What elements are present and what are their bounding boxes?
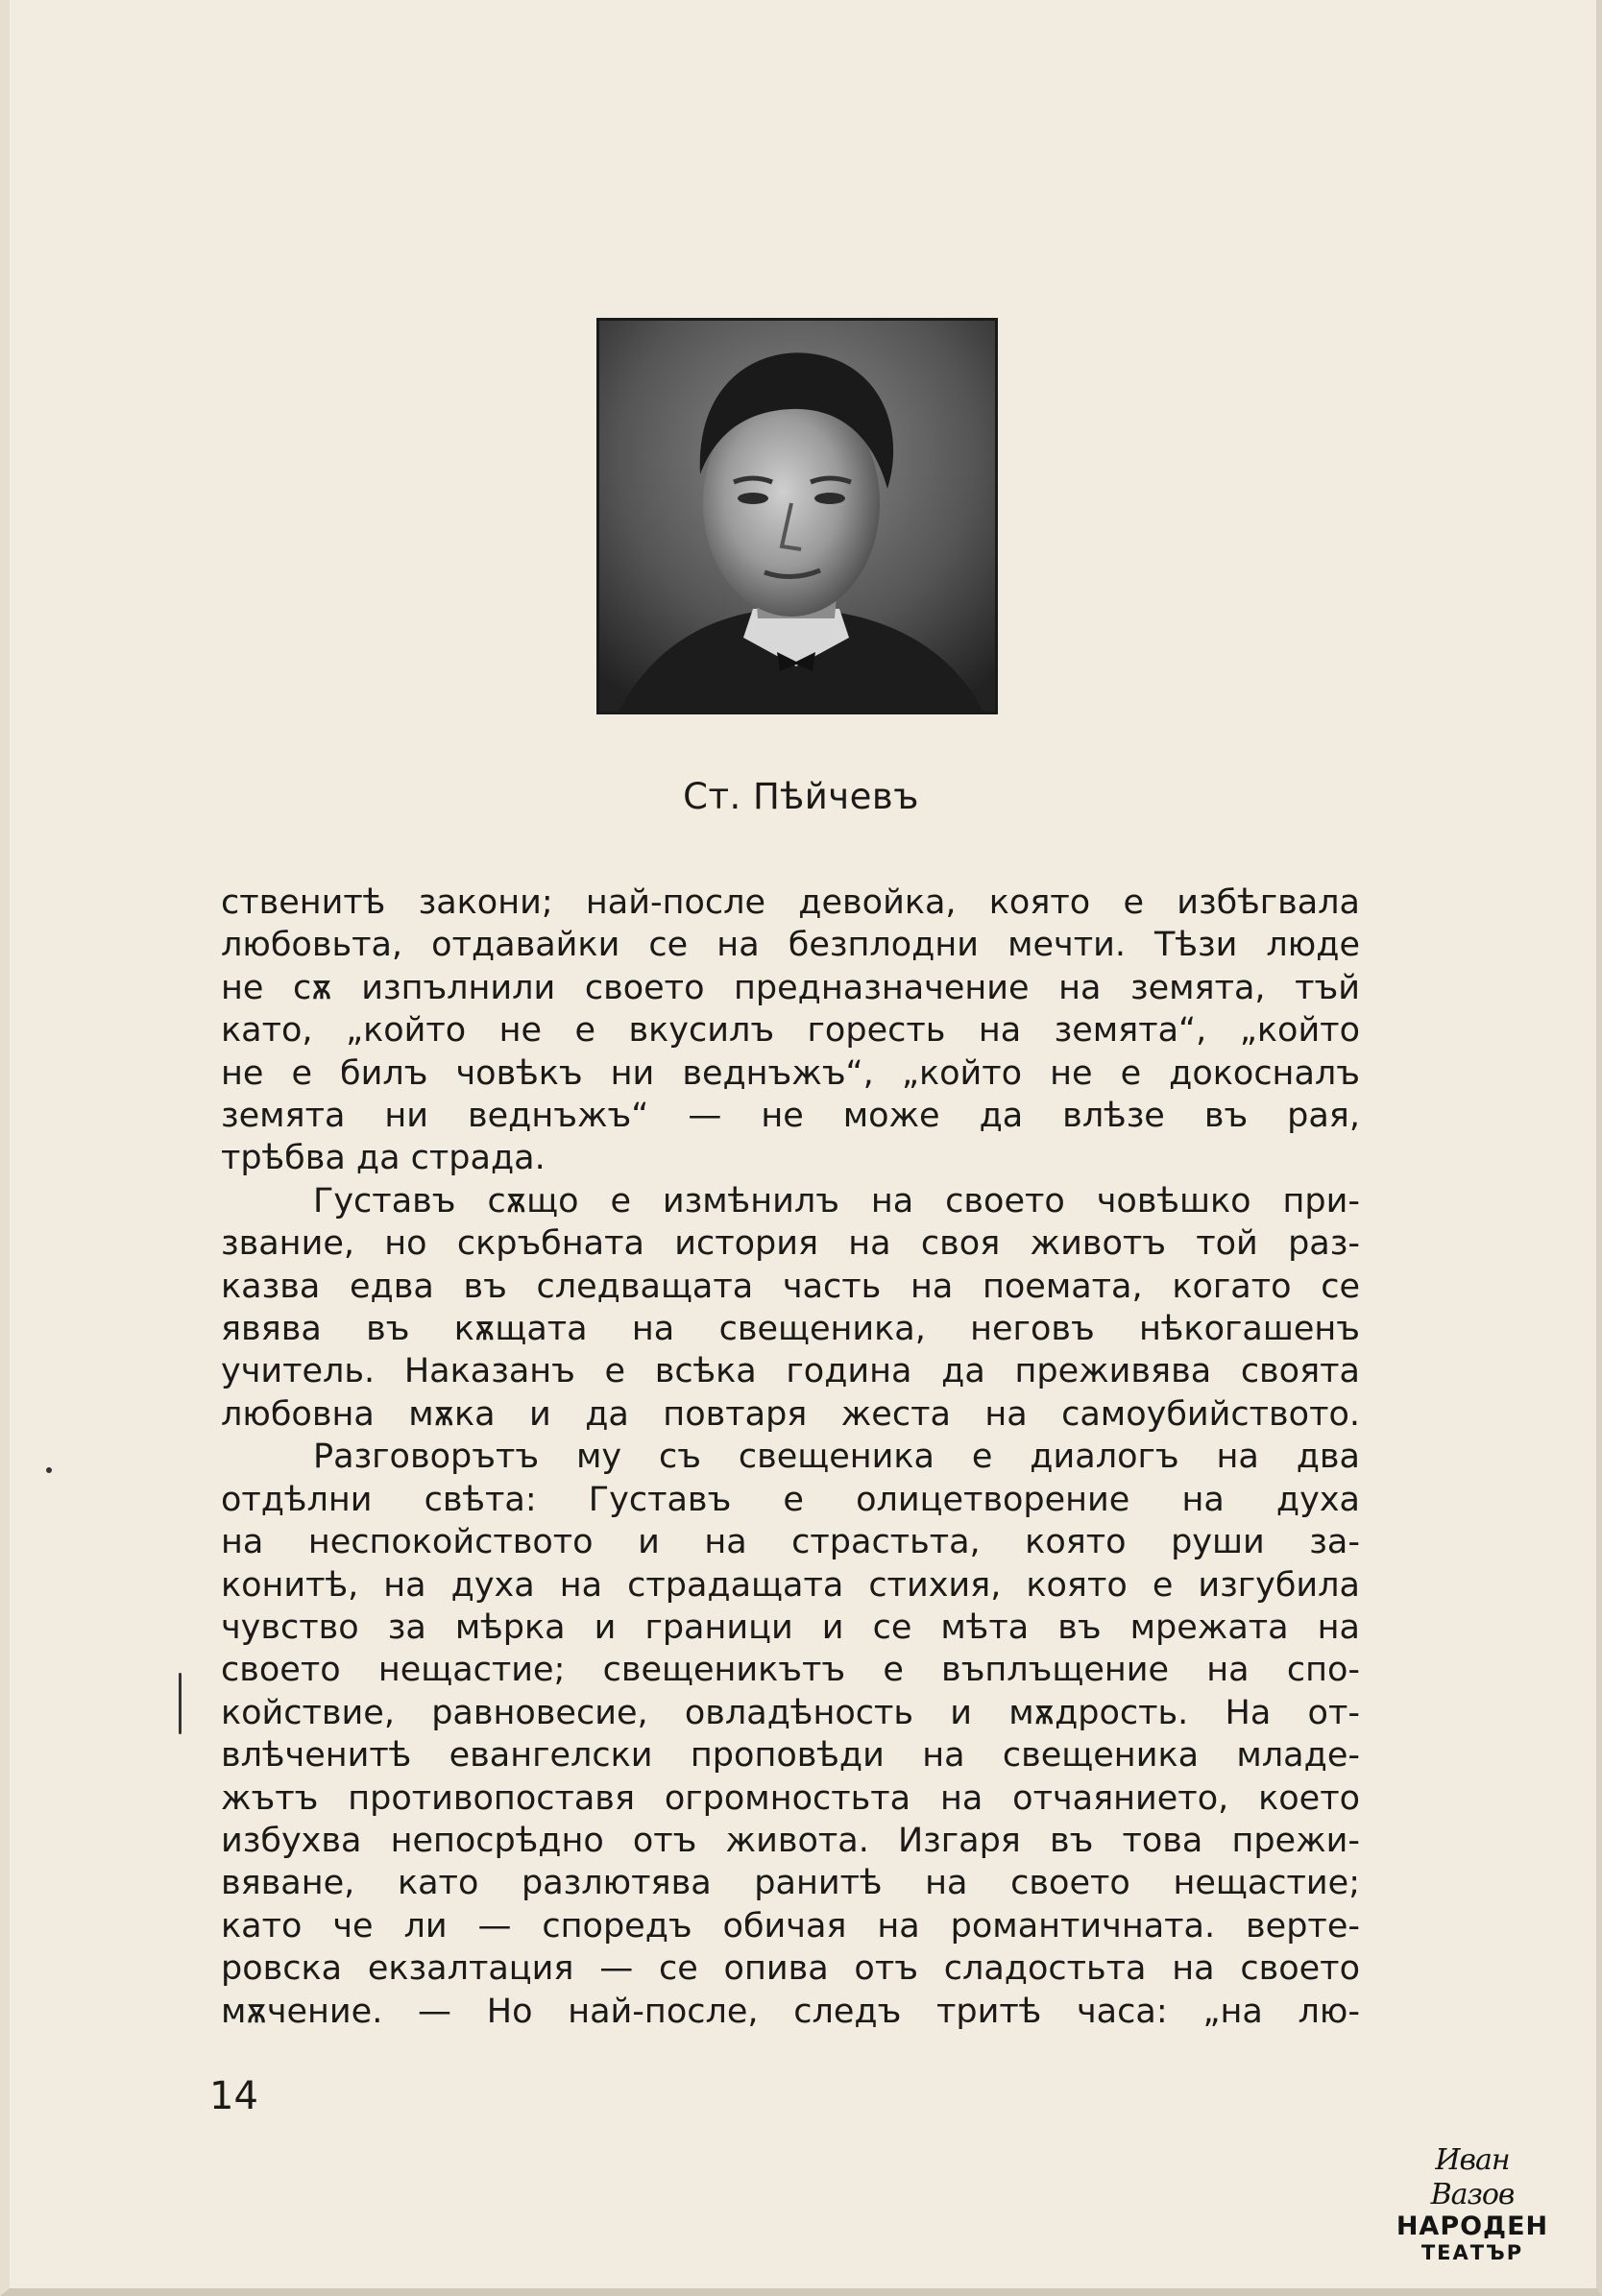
print-speck [179,1673,182,1734]
text-line: койствие, равновесие, овладѣность и мѫдрость. На от- [221,1693,1360,1732]
text-line: жътъ противопоставя огромностьта на отчаянието, което [221,1778,1360,1818]
portrait-image [599,321,995,712]
text-line: трѣбва да страда. [221,1139,546,1178]
text-line: конитѣ, на духа на страдащата стихия, която е изгубила [221,1565,1360,1605]
text-line: като че ли — споредъ обичая на романтичната. верте- [221,1906,1360,1946]
text-line: вяване, като разлютява ранитѣ на своето нещастие; [221,1864,1360,1903]
text-line: своето нещастие; свещеникътъ е въплъщение на спо- [221,1651,1360,1690]
text-line: като, „който не е вкусилъ горесть на земята“, „който [221,1011,1360,1051]
text-line: звание, но скръбната история на своя животъ той раз- [221,1224,1360,1264]
text-line: казва едва въ следващата часть на поемата, когато се [221,1267,1360,1306]
text-line: Густавъ сѫщо е измѣнилъ на своето човѣшко при- [313,1181,1360,1221]
text-line: не сѫ изпълнили своето предназначение на земята, тъй [221,968,1360,1007]
stamp-signature: Иван Вазов [1430,2143,1515,2211]
text-line: влѣченитѣ евангелски проповѣди на свещеника младе- [221,1736,1360,1776]
portrait-photo [599,321,995,712]
library-stamp [1391,2143,1554,2264]
body-text [221,882,1360,2033]
text-line: Разговорътъ му съ свещеника е диалогъ на два [313,1438,1360,1477]
text-line: не е билъ човѣкъ ни веднъжъ“, „който не е докосналъ [221,1053,1360,1093]
text-line: любовна мѫка и да повтаря жеста на самоубийството. [221,1394,1360,1434]
text-line: любовьта, отдавайки се на безплодни мечти. Тѣзи люде [221,926,1360,965]
text-line: отдѣлни свѣта: Густавъ е олицетворение на духа [221,1480,1360,1519]
stamp-text-line2: ТЕАТЪР [1420,2241,1524,2264]
text-line: учитель. Наказанъ е всѣка година да преживява своята [221,1352,1360,1391]
text-line: ровска екзалтация — се опива отъ сладостьта на своето [221,1949,1360,1989]
text-line: явява въ кѫщата на свещеника, неговъ нѣкогашенъ [221,1310,1360,1349]
text-line: избухва непосрѣдно отъ живота. Изгаря въ това прежи- [221,1821,1360,1860]
stamp-text-line1: НАРОДЕН [1396,2211,1549,2241]
print-speck [46,1467,52,1473]
text-line: земята ни веднъжъ“ — не може да влѣзе въ рая, [221,1097,1360,1136]
portrait-caption: Ст. Пѣйчевъ [683,776,919,817]
text-line: ственитѣ закони; най-после девойка, която е избѣгвала [221,883,1360,922]
text-line: чувство за мѣрка и граници и се мѣта въ мрежата на [221,1607,1360,1647]
text-line: на неспокойството и на страстьта, която руши за- [221,1523,1360,1562]
page-number: 14 [209,2074,258,2118]
text-line: мѫчение. — Но най-после, следъ тритѣ часа: „на лю- [221,1992,1360,2031]
